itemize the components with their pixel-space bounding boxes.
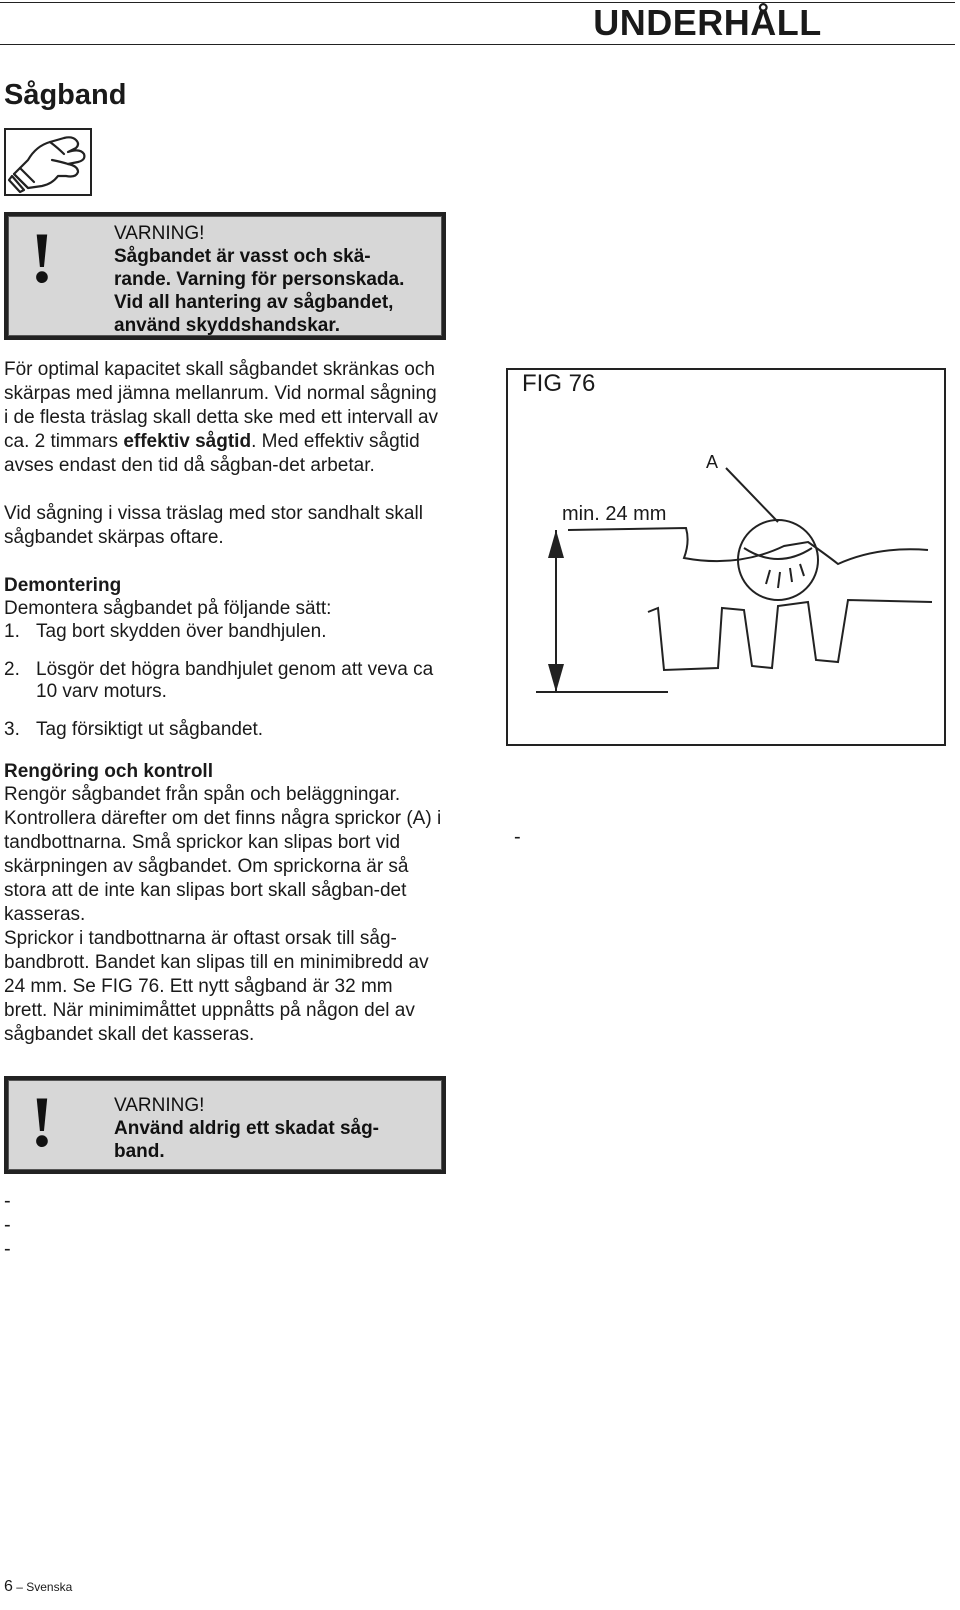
warning-box-1 [4, 212, 446, 340]
crack-point-label: A [706, 452, 719, 472]
header-rule-bottom [0, 44, 955, 45]
dash-left-3: - [4, 1238, 11, 1260]
warning-exclamation-icon: ! [30, 1082, 54, 1162]
dimension-label: min. 24 mm [562, 503, 667, 525]
warning-box-2 [4, 1076, 446, 1174]
footer-language: Svenska [26, 1580, 73, 1594]
dash-left-2: - [4, 1214, 11, 1236]
figure-76 [506, 368, 946, 746]
intro-paragraph-2: Vid sågning i vissa träslag med stor sandhalt skall sågbandet skärpas oftare. [4, 503, 423, 548]
saw-band-drawing [508, 370, 944, 744]
intro-paragraph-1: För optimal kapacitet skall sågbandet skränkas och skärpas med jämna mellanrum. Vid normal sågning i de flesta träslag skall detta ske med ett intervall av ca. 2 timmars effektiv sågtid. Med effektiv sågtid avses endast den tid då sågban-det arbetar. [4, 359, 439, 476]
cleaning-paragraph-1: Rengör sågbandet från spån och beläggningar. Kontrollera därefter om det finns några sprickor (A) i tandbottnarna. Små sprickor kan slipas bort vid skärpningen av sågbandet. Om sprickorna är så stora att de inte kan slipas bort skall sågban-det kasseras. [4, 784, 442, 925]
warning-1-text [114, 222, 426, 337]
dismount-heading: Demontering [4, 575, 122, 596]
page-title: UNDERHÅLL [593, 2, 822, 43]
warning-1-label: VARNING! [114, 223, 205, 244]
figure-label: FIG 76 [522, 370, 596, 397]
section-title: Sågband [4, 79, 127, 111]
glove-icon [6, 130, 90, 194]
page-number: 6 [4, 1578, 13, 1595]
cleaning-heading: Rengöring och kontroll [4, 761, 213, 782]
warning-1-body: Sågbandet är vasst och skä-rande. Varning för personskada. Vid all hantering av sågbandet, använd skyddshandskar. [114, 246, 405, 336]
warning-exclamation-icon: ! [30, 218, 54, 298]
glove-pictogram [4, 128, 92, 196]
cleaning-paragraph-2: Sprickor i tandbottnarna är oftast orsak till såg-bandbrott. Bandet kan slipas till en minimibredd av 24 mm. Se FIG 76. Ett nytt sågband är 32 mm brett. När minimimåttet uppnåtts på någon del av sågbandet skall det kasseras. [4, 928, 429, 1045]
warning-2-body: Använd aldrig ett skadat såg-band. [114, 1118, 380, 1162]
footer-separator: – [12, 1580, 27, 1594]
page-footer [4, 1578, 72, 1596]
dismount-intro: Demontera sågbandet på följande sätt: [4, 598, 332, 619]
warning-2-text [114, 1094, 426, 1163]
dash-left-1: - [4, 1190, 11, 1212]
warning-2-label: VARNING! [114, 1095, 205, 1116]
dash-right: - [514, 826, 521, 848]
